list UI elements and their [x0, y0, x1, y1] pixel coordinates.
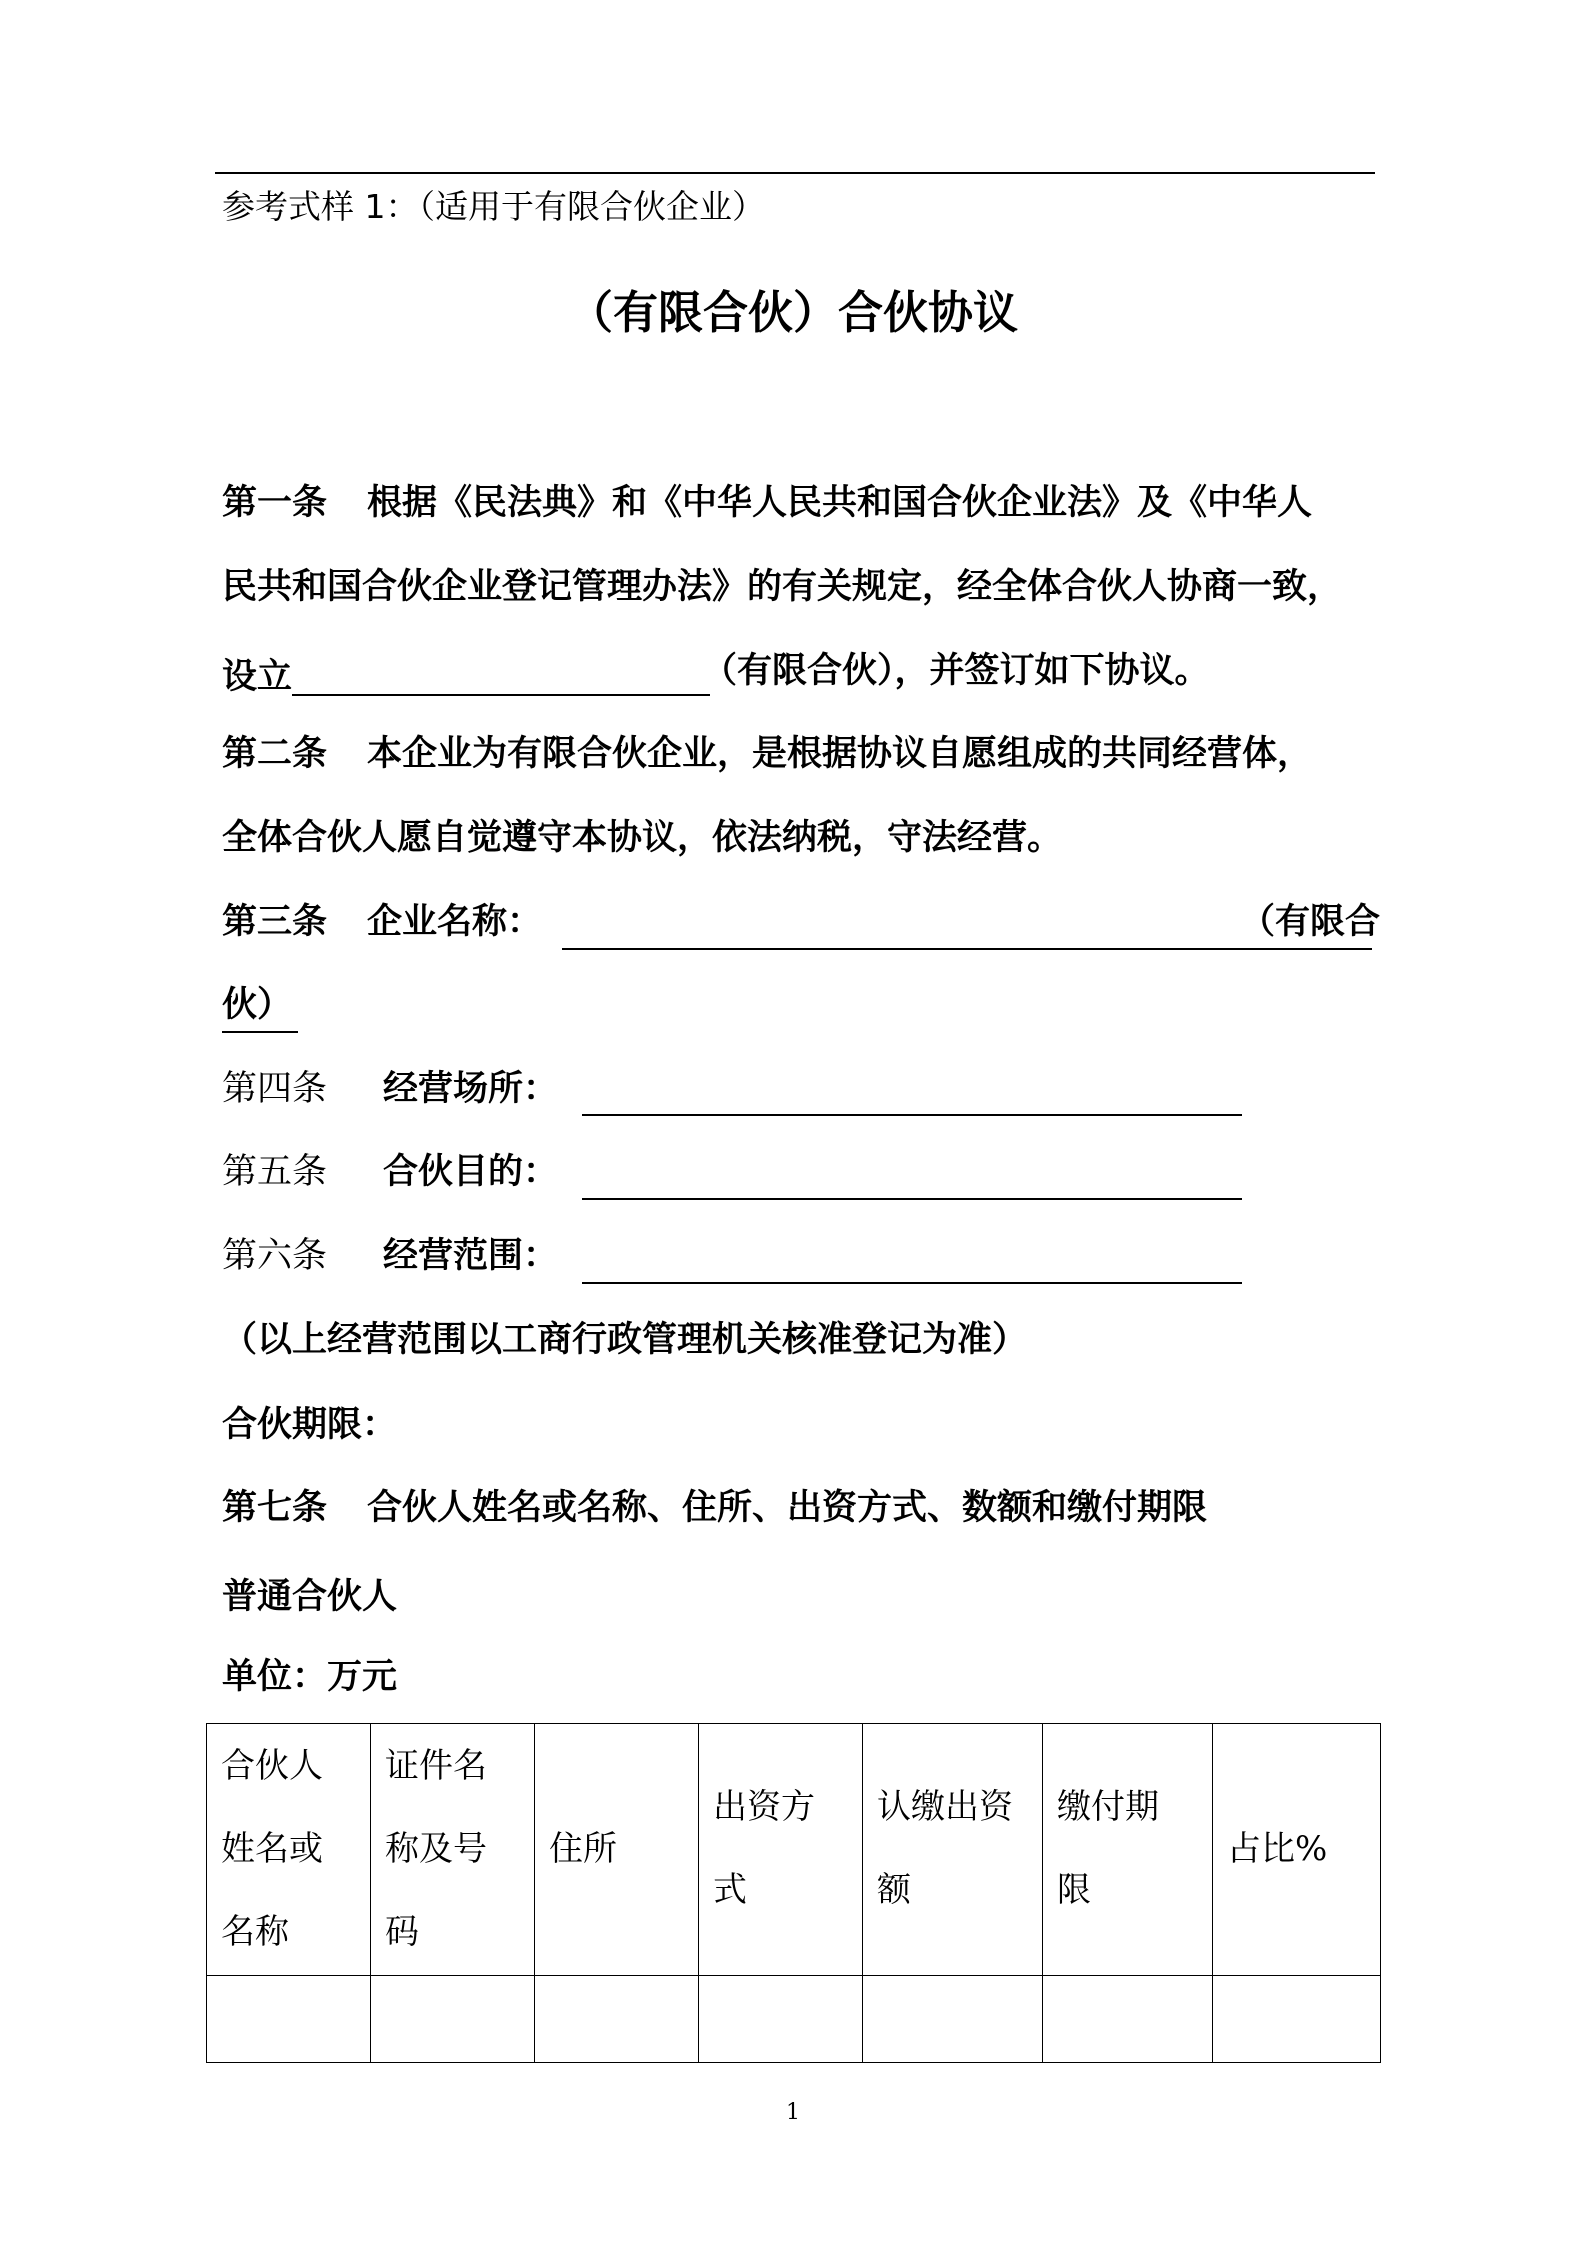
table-header-row [207, 1724, 1381, 1976]
table-header-cell: 合伙人 姓名或 名称 [207, 1724, 371, 1976]
article7-line [222, 1488, 1208, 1528]
table-header-cell: 认缴出资 额 [863, 1724, 1043, 1976]
enterprise-name-field[interactable] [562, 948, 1372, 950]
article2-text-line1: 本企业为有限合伙企业，是根据协议自愿组成的共同经营体， [367, 734, 1313, 774]
table-cell[interactable] [371, 1975, 535, 2062]
term-label: 合伙期限： [222, 1405, 398, 1445]
scope-note: （以上经营范围以工商行政管理机关核准登记为准） [222, 1320, 1028, 1360]
unit-label: 单位：万元 [222, 1657, 398, 1697]
article6-line [222, 1236, 559, 1276]
enterprise-name-blank: （有限合伙），并签订如下协议。 [292, 654, 710, 696]
article2-line1 [222, 734, 1313, 774]
table-header-cell: 住所 [535, 1724, 699, 1976]
article5-field-label: 合伙目的： [383, 1152, 559, 1192]
article1-line3 [222, 651, 1210, 697]
article1-label: 第一条 [222, 483, 328, 523]
table-cell[interactable] [207, 1975, 371, 2062]
article4-field-label: 经营场所： [383, 1069, 559, 1109]
article5-line [222, 1152, 559, 1192]
article4-label: 第四条 [222, 1069, 328, 1109]
table-cell[interactable] [1213, 1975, 1381, 2062]
article3-line1 [222, 902, 543, 942]
article7-label: 第七条 [222, 1488, 328, 1528]
table-header-cell: 缴付期 限 [1043, 1724, 1213, 1976]
article1-text-line1: 根据《民法典》和《中华人民共和国合伙企业法》及《中华人 [367, 483, 1313, 523]
article6-field-label: 经营范围： [383, 1236, 559, 1276]
article1-prefix: 设立 [222, 657, 293, 697]
table-header-cell: 出资方 式 [699, 1724, 863, 1976]
article1-line2: 民共和国合伙企业登记管理办法》的有关规定，经全体合伙人协商一致， [222, 567, 1343, 607]
table-cell[interactable] [863, 1975, 1043, 2062]
article3-label: 第三条 [222, 902, 328, 942]
article5-label: 第五条 [222, 1152, 328, 1192]
business-scope-field[interactable] [582, 1282, 1242, 1284]
article3-field-label: 企业名称： [367, 902, 543, 942]
table-row [207, 1975, 1381, 2062]
general-partner-heading: 普通合伙人 [222, 1577, 398, 1617]
document-title: （有限合伙）合伙协议 [567, 286, 1018, 339]
article3-suffix-underline [222, 1031, 298, 1033]
sample-label: 参考式样 1：（适用于有限合伙企业） [222, 187, 765, 226]
article3-suffix-line2: 伙） [222, 985, 293, 1025]
table-header-cell: 占比% [1213, 1724, 1381, 1976]
article7-text: 合伙人姓名或名称、住所、出资方式、数额和缴付期限 [367, 1488, 1208, 1528]
article2-label: 第二条 [222, 734, 328, 774]
article4-line [222, 1069, 559, 1109]
table-cell[interactable] [1043, 1975, 1213, 2062]
partner-contribution-table [206, 1723, 1381, 2063]
article3-suffix-line1: （有限合 [1240, 902, 1381, 942]
header-rule [215, 172, 1375, 174]
table-cell[interactable] [699, 1975, 863, 2062]
table-cell[interactable] [535, 1975, 699, 2062]
page-number: 1 [786, 2100, 800, 2125]
article1-line1 [222, 483, 1313, 523]
article2-line2: 全体合伙人愿自觉遵守本协议，依法纳税，守法经营。 [222, 818, 1063, 858]
partnership-purpose-field[interactable] [582, 1198, 1242, 1200]
table-header-cell: 证件名 称及号 码 [371, 1724, 535, 1976]
article6-label: 第六条 [222, 1236, 328, 1276]
business-place-field[interactable] [582, 1114, 1242, 1116]
